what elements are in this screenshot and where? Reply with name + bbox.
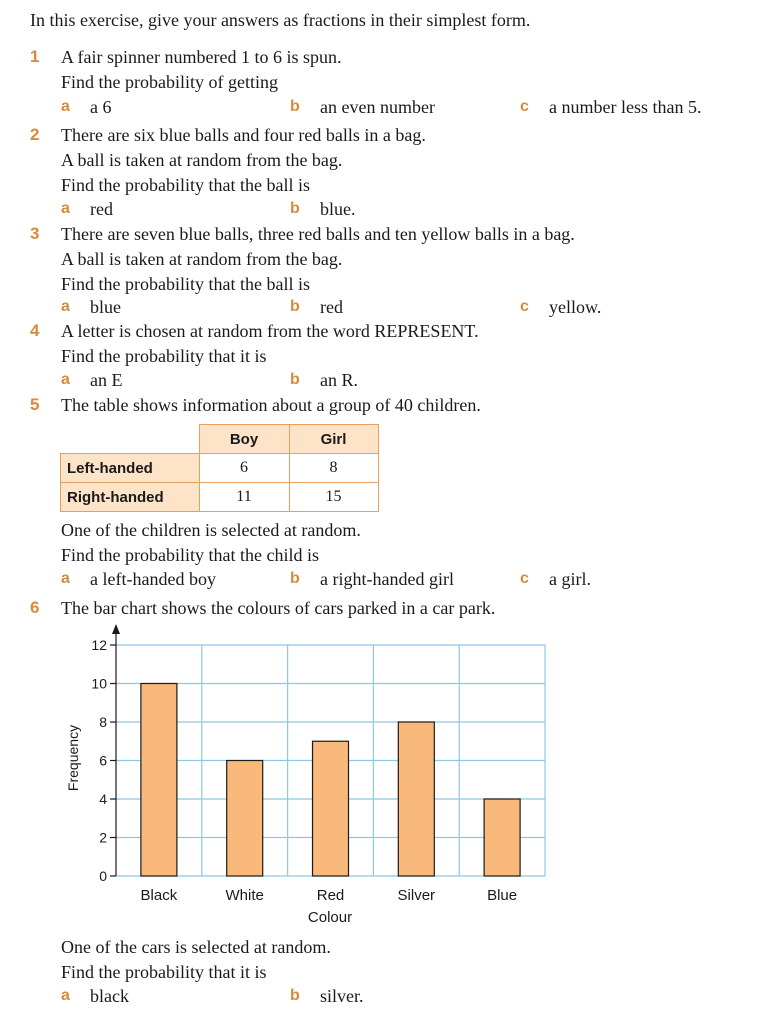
part-text: an E	[90, 370, 123, 390]
part-letter: a	[61, 371, 70, 388]
question-number: 6	[30, 598, 40, 617]
x-tick-label: Red	[316, 887, 345, 904]
table-cell: 15	[289, 483, 378, 512]
bar-chart	[0, 620, 768, 940]
x-tick-label: White	[225, 887, 264, 904]
table-row	[61, 454, 379, 483]
part-letter: a	[61, 987, 70, 1004]
table-header-row	[61, 425, 379, 454]
question-line: Find the probability of getting	[61, 72, 278, 92]
chart-bars	[141, 684, 520, 877]
question-number: 1	[30, 47, 40, 66]
bar-white	[227, 761, 263, 877]
question-line: A ball is taken at random from the bag.	[61, 150, 343, 170]
question-line: The bar chart shows the colours of cars parked in a car park.	[61, 598, 496, 618]
table-corner	[61, 425, 200, 454]
bar-blue	[484, 799, 520, 876]
part-letter: b	[290, 987, 300, 1004]
y-tick-label: 2	[99, 829, 107, 846]
x-tick-label: Black	[140, 887, 178, 904]
part-letter: c	[520, 298, 529, 315]
question-line: The table shows information about a group of 40 children.	[61, 395, 481, 415]
question-line: Find the probability that it is	[61, 346, 267, 366]
question-line: There are seven blue balls, three red balls and ten yellow balls in a bag.	[61, 224, 575, 244]
table-row-header: Right-handed	[61, 483, 200, 512]
part-letter: b	[290, 570, 300, 587]
part-letter: a	[61, 98, 70, 115]
y-tick-label: 4	[99, 791, 107, 807]
question-number: 3	[30, 224, 40, 243]
y-tick-label: 8	[99, 714, 107, 730]
question-line: One of the children is selected at random.	[61, 520, 361, 540]
part-text: red	[90, 199, 113, 219]
part-text: silver.	[320, 986, 364, 1006]
part-text: an R.	[320, 370, 358, 390]
bar-silver	[398, 722, 434, 876]
part-text: a girl.	[549, 569, 591, 589]
table-cell: 8	[289, 454, 378, 483]
part-text: black	[90, 986, 129, 1006]
part-text: blue.	[320, 199, 356, 219]
y-tick-label: 12	[91, 637, 107, 653]
question-line: A fair spinner numbered 1 to 6 is spun.	[61, 47, 342, 67]
bar-black	[141, 684, 177, 877]
table-row-header: Left-handed	[61, 454, 200, 483]
table-col-header: Girl	[289, 425, 378, 454]
part-text: an even number	[320, 97, 435, 117]
part-letter: a	[61, 570, 70, 587]
part-text: a left-handed boy	[90, 569, 216, 589]
question-line: Find the probability that the ball is	[61, 175, 310, 195]
question-number: 5	[30, 395, 40, 414]
part-letter: a	[61, 298, 70, 315]
table-row	[61, 483, 379, 512]
part-text: a 6	[90, 97, 112, 117]
question-line: A letter is chosen at random from the word REPRESENT.	[61, 321, 479, 341]
y-axis-title: Frequency	[65, 724, 81, 792]
question-number: 4	[30, 321, 40, 340]
table-cell: 11	[199, 483, 289, 512]
question-line: One of the cars is selected at random.	[61, 937, 331, 957]
part-text: a number less than 5.	[549, 97, 702, 117]
part-text: red	[320, 297, 343, 317]
table-col-header: Boy	[199, 425, 289, 454]
question-line: A ball is taken at random from the bag.	[61, 249, 343, 269]
question-number: 2	[30, 125, 40, 144]
question-line: Find the probability that the child is	[61, 545, 319, 565]
question-line: Find the probability that the ball is	[61, 274, 310, 294]
x-tick-label: Blue	[487, 887, 518, 904]
y-tick-label: 0	[99, 868, 107, 884]
y-axis-arrow	[112, 624, 120, 634]
intro-text: In this exercise, give your answers as fractions in their simplest form.	[30, 10, 531, 30]
part-text: a right-handed girl	[320, 569, 454, 589]
question-line: Find the probability that it is	[61, 962, 267, 982]
part-letter: b	[290, 200, 300, 217]
part-letter: b	[290, 298, 300, 315]
part-letter: b	[290, 371, 300, 388]
part-text: yellow.	[549, 297, 602, 317]
part-letter: c	[520, 570, 529, 587]
part-letter: c	[520, 98, 529, 115]
question-line: There are six blue balls and four red balls in a bag.	[61, 125, 426, 145]
x-tick-label: Silver	[397, 887, 436, 904]
chart-axes	[110, 624, 120, 876]
part-text: blue	[90, 297, 121, 317]
y-tick-label: 6	[99, 752, 107, 769]
part-letter: b	[290, 98, 300, 115]
x-axis-title: Colour	[307, 909, 353, 926]
part-letter: a	[61, 200, 70, 217]
table-cell: 6	[199, 454, 289, 483]
y-tick-label: 10	[91, 675, 107, 692]
handedness-table	[60, 424, 379, 512]
bar-red	[313, 741, 349, 876]
